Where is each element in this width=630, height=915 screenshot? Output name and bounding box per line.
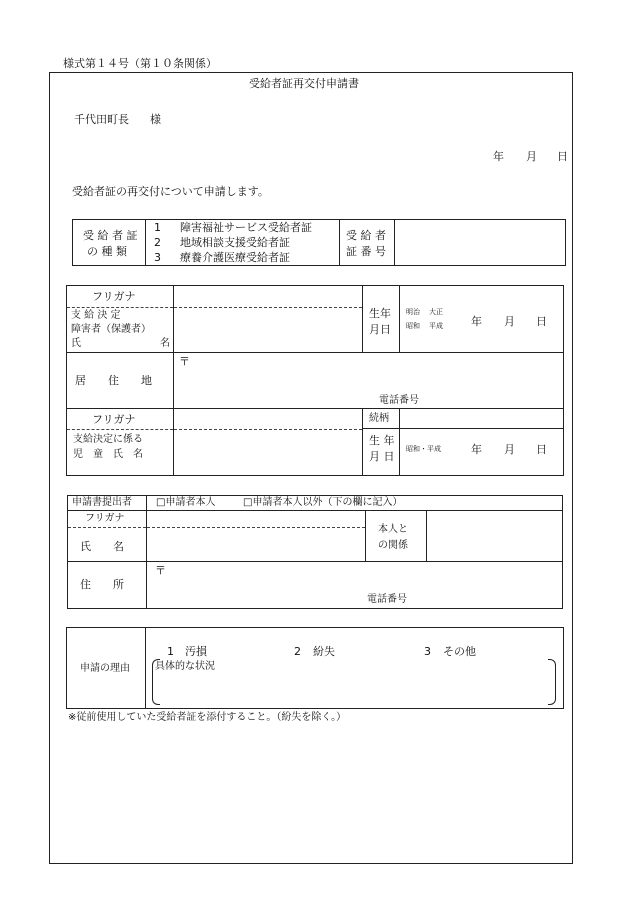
cert-option-2[interactable]: 地域相談支援受給者証 <box>180 236 290 249</box>
postal-mark: 〒 <box>179 355 190 368</box>
child-name-label-cell <box>67 409 174 476</box>
applicant-address-field[interactable] <box>174 353 564 409</box>
applicant-birth-label-1: 生年 <box>369 307 391 320</box>
cert-option-num-3: 3 <box>154 251 161 264</box>
applicant-furigana-label: フリガナ <box>92 290 136 303</box>
child-birth-month: 月 <box>504 443 515 456</box>
addressee-honorific: 様 <box>150 113 161 126</box>
submitter-relation-label-1: 本人と <box>378 524 408 535</box>
submitter-option-other[interactable]: □申請者本人以外（下の欄に記入） <box>243 497 403 508</box>
submitter-option-self[interactable]: □申請者本人 <box>156 497 216 508</box>
reason-option-num-2: 2 <box>294 645 301 658</box>
submitter-address-label-cell <box>68 562 147 609</box>
form-title: 受給者証再交付申請書 <box>249 77 359 90</box>
child-birth-era[interactable]: 昭和・平成 <box>406 445 441 453</box>
era-heisei[interactable]: 平成 <box>429 322 443 330</box>
applicant-name-label-1: 支 給 決 定 <box>71 310 121 321</box>
cert-number-label-2: 証 番 号 <box>346 245 386 258</box>
child-furigana-label: フリガナ <box>92 413 136 426</box>
furigana-divider <box>174 307 362 308</box>
detail-bracket-right <box>548 659 556 705</box>
submitter-label-cell <box>68 496 147 511</box>
reason-option-lost[interactable]: 紛失 <box>313 645 335 658</box>
cert-type-options-cell[interactable] <box>146 220 340 266</box>
cert-number-label-1: 受 給 者 <box>346 229 386 242</box>
submitter-table <box>67 495 563 609</box>
date-day-label: 日 <box>557 150 568 163</box>
child-name-label-1: 支給決定に係る <box>73 434 143 445</box>
footnote: ※従前使用していた受給者証を添付すること。（紛失を除く。） <box>68 712 347 723</box>
furigana-divider <box>67 429 173 430</box>
cert-number-label-cell <box>340 220 395 266</box>
cert-type-label-cell <box>73 220 146 266</box>
submitter-label: 申請書提出者 <box>72 497 132 508</box>
cert-type-table <box>72 219 566 266</box>
cert-option-num-2: 2 <box>154 236 161 249</box>
applicant-table <box>66 285 564 476</box>
statement: 受給者証の再交付について申請します。 <box>72 185 269 198</box>
reason-table <box>66 627 564 709</box>
cert-option-3[interactable]: 療養介護医療受給者証 <box>180 251 290 264</box>
applicant-birth-day: 日 <box>536 315 547 328</box>
submitter-address-field[interactable] <box>147 562 563 609</box>
applicant-address-label-cell <box>67 353 174 409</box>
furigana-divider <box>147 527 365 528</box>
era-showa[interactable]: 昭和 <box>406 322 420 330</box>
postal-mark: 〒 <box>155 564 166 577</box>
child-birth-day: 日 <box>536 443 547 456</box>
reason-field[interactable] <box>146 628 564 709</box>
submitter-address-label: 住 所 <box>80 578 124 591</box>
submitter-relation-field[interactable] <box>427 511 563 562</box>
cert-type-label-2: の 種 類 <box>87 245 127 258</box>
cert-number-field[interactable] <box>395 220 566 266</box>
reason-option-soiled[interactable]: 汚損 <box>185 645 207 658</box>
submitter-phone-label: 電話番号 <box>367 594 407 605</box>
applicant-name-label-2: 障害者（保護者） <box>71 324 151 335</box>
child-name-field[interactable] <box>174 409 363 476</box>
reason-detail-label: 具体的な状況 <box>155 661 215 672</box>
applicant-name-label-cell <box>67 286 174 353</box>
submitter-furigana-label: フリガナ <box>85 513 125 524</box>
submitter-name-label: 氏 名 <box>80 540 124 553</box>
reason-label: 申請の理由 <box>80 663 130 674</box>
applicant-name-label-3: 氏 <box>71 338 81 349</box>
submitter-name-label-cell <box>68 511 147 562</box>
furigana-divider <box>68 527 146 528</box>
child-birth-year: 年 <box>471 443 482 456</box>
child-labels-cell <box>363 409 400 476</box>
detail-bracket-left <box>152 659 160 705</box>
submitter-relation-label-cell <box>366 511 427 562</box>
applicant-name-label-4: 名 <box>160 338 170 349</box>
applicant-address-label: 居 住 地 <box>75 374 152 387</box>
date-year-label: 年 <box>493 150 504 163</box>
divider <box>400 428 563 429</box>
submitter-relation-label-2: の関係 <box>378 540 408 551</box>
cert-option-num-1: 1 <box>154 221 161 234</box>
divider <box>363 428 399 429</box>
reason-option-num-1: 1 <box>167 645 174 658</box>
addressee: 千代田町長 <box>74 113 129 126</box>
submitter-options-cell <box>147 496 563 511</box>
child-birth-label-2: 月 日 <box>369 450 395 463</box>
cert-option-1[interactable]: 障害福祉サービス受給者証 <box>180 221 312 234</box>
applicant-birth-month: 月 <box>504 315 515 328</box>
furigana-divider <box>67 307 173 308</box>
furigana-divider <box>174 429 362 430</box>
child-birth-field[interactable] <box>400 409 564 476</box>
submitter-name-field[interactable] <box>147 511 366 562</box>
cert-type-label-1: 受 給 者 証 <box>83 229 138 242</box>
child-birth-label-1: 生 年 <box>369 434 395 447</box>
child-name-label-2: 児 童 氏 名 <box>73 449 143 460</box>
child-relation-label: 続柄 <box>369 413 389 424</box>
applicant-name-field[interactable] <box>174 286 363 353</box>
applicant-birth-field[interactable] <box>400 286 564 353</box>
era-meiji[interactable]: 明治 <box>406 308 420 316</box>
applicant-birth-label-2: 月日 <box>369 323 391 336</box>
reason-label-cell <box>67 628 146 709</box>
reason-option-num-3: 3 <box>424 645 431 658</box>
reason-option-other[interactable]: その他 <box>443 645 476 658</box>
applicant-birth-label-cell <box>363 286 400 353</box>
date-month-label: 月 <box>526 150 537 163</box>
applicant-phone-label: 電話番号 <box>379 395 419 406</box>
form-number: 様式第１４号（第１０条関係） <box>63 57 217 70</box>
applicant-birth-year: 年 <box>471 315 482 328</box>
era-taisho[interactable]: 大正 <box>429 308 443 316</box>
